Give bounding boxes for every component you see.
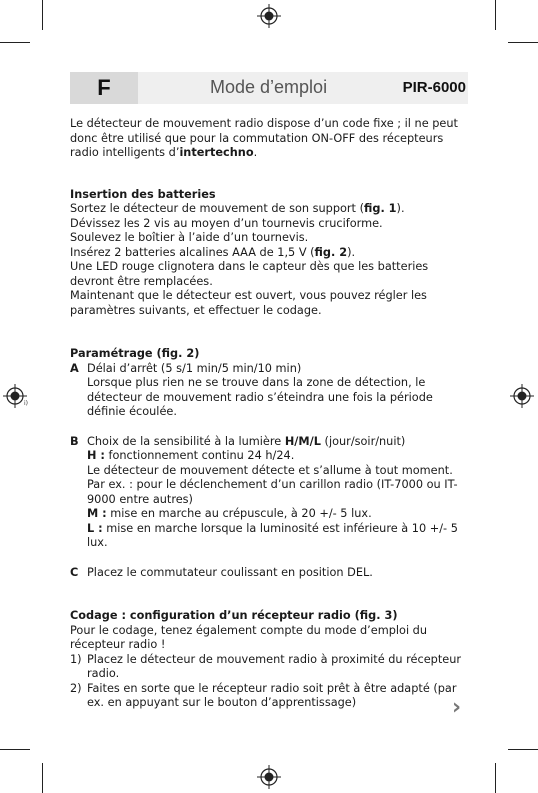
manual-content (70, 117, 470, 711)
language-badge: F (70, 72, 138, 104)
crop-mark (42, 763, 43, 793)
registration-mark-icon (257, 4, 281, 28)
text-line: Soulevez le boîtier à l’aide d’un tournevis. (70, 231, 309, 244)
crop-mark (508, 42, 538, 43)
margin-mark: i) (24, 400, 29, 407)
crop-mark (495, 763, 496, 793)
brand-name: intertechno (179, 146, 254, 159)
step-item: 2) Faites en sorte que le récepteur radio soit prêt à être adapté (par ex. en appuyant sur le bouton d’apprentissage) (70, 681, 457, 709)
page-header (70, 72, 468, 104)
intro-paragraph: Le détecteur de mouvement radio dispose d’un code fixe ; il ne peut donc être utilisé que pour la commutation ON-OFF des récepteurs radio intelligents d’intertechno. (70, 117, 458, 159)
model-number: PIR-6000 (402, 79, 466, 96)
text-line: Maintenant que le détecteur est ouvert, vous pouvez régler les paramètres suivants, et effectuer le codage. (70, 289, 427, 317)
text-line: Insérez 2 batteries alcalines AAA de 1,5 V (fig. 2). (70, 245, 356, 259)
crop-mark (0, 749, 30, 750)
step-item: 1) Placez le détecteur de mouvement radio à proximité du récepteur radio. (70, 652, 462, 680)
text-line: Une LED rouge clignotera dans le capteur dès que les batteries devront être remplacées. (70, 260, 429, 288)
page-title: Mode d’emploi (210, 77, 328, 97)
text-line: Sortez le détecteur de mouvement de son support (fig. 1). (70, 202, 405, 215)
param-item-c: C Placez le commutateur coulissant en position DEL. (70, 565, 373, 579)
text-line: Pour le codage, tenez également compte du mode d’emploi du récepteur radio ! (70, 623, 428, 651)
param-item-b: B Choix de la sensibilité à la lumière H/M/L (jour/soir/nuit) H : fonctionnement continu 24 h/24. Le détecteur de mouvement détecte et s’allume à tout moment. Par ex. : pour le déclenchement d’un carillon radio (IT-7000 ou IT-9000 entre autres) M : mise en marche au crépuscule, à 20 +/- 5 lux. L : mise en marche lorsque la luminosité est inférieure à 10 +/- 5 lux. (70, 434, 458, 549)
registration-mark-icon (257, 765, 281, 789)
crop-mark (0, 42, 30, 43)
section-heading-params: Paramétrage (fig. 2) (70, 347, 200, 360)
section-heading-coding: Codage : configuration d’un récepteur radio (fig. 3) (70, 609, 398, 622)
param-item-a: A Délai d’arrêt (5 s/1 min/5 min/10 min) Lorsque plus rien ne se trouve dans la zone de détection, le détecteur de mouvement radio s’éteindra une fois la période définie écoulée. (70, 361, 433, 418)
crop-mark (42, 0, 43, 30)
text-line: Dévissez les 2 vis au moyen d’un tournevis cruciforme. (70, 216, 383, 230)
crop-mark (495, 0, 496, 30)
registration-mark-icon (510, 384, 534, 408)
next-page-arrow-icon[interactable]: › (452, 695, 462, 720)
crop-mark (508, 749, 538, 750)
section-heading-batteries: Insertion des batteries (70, 187, 216, 201)
